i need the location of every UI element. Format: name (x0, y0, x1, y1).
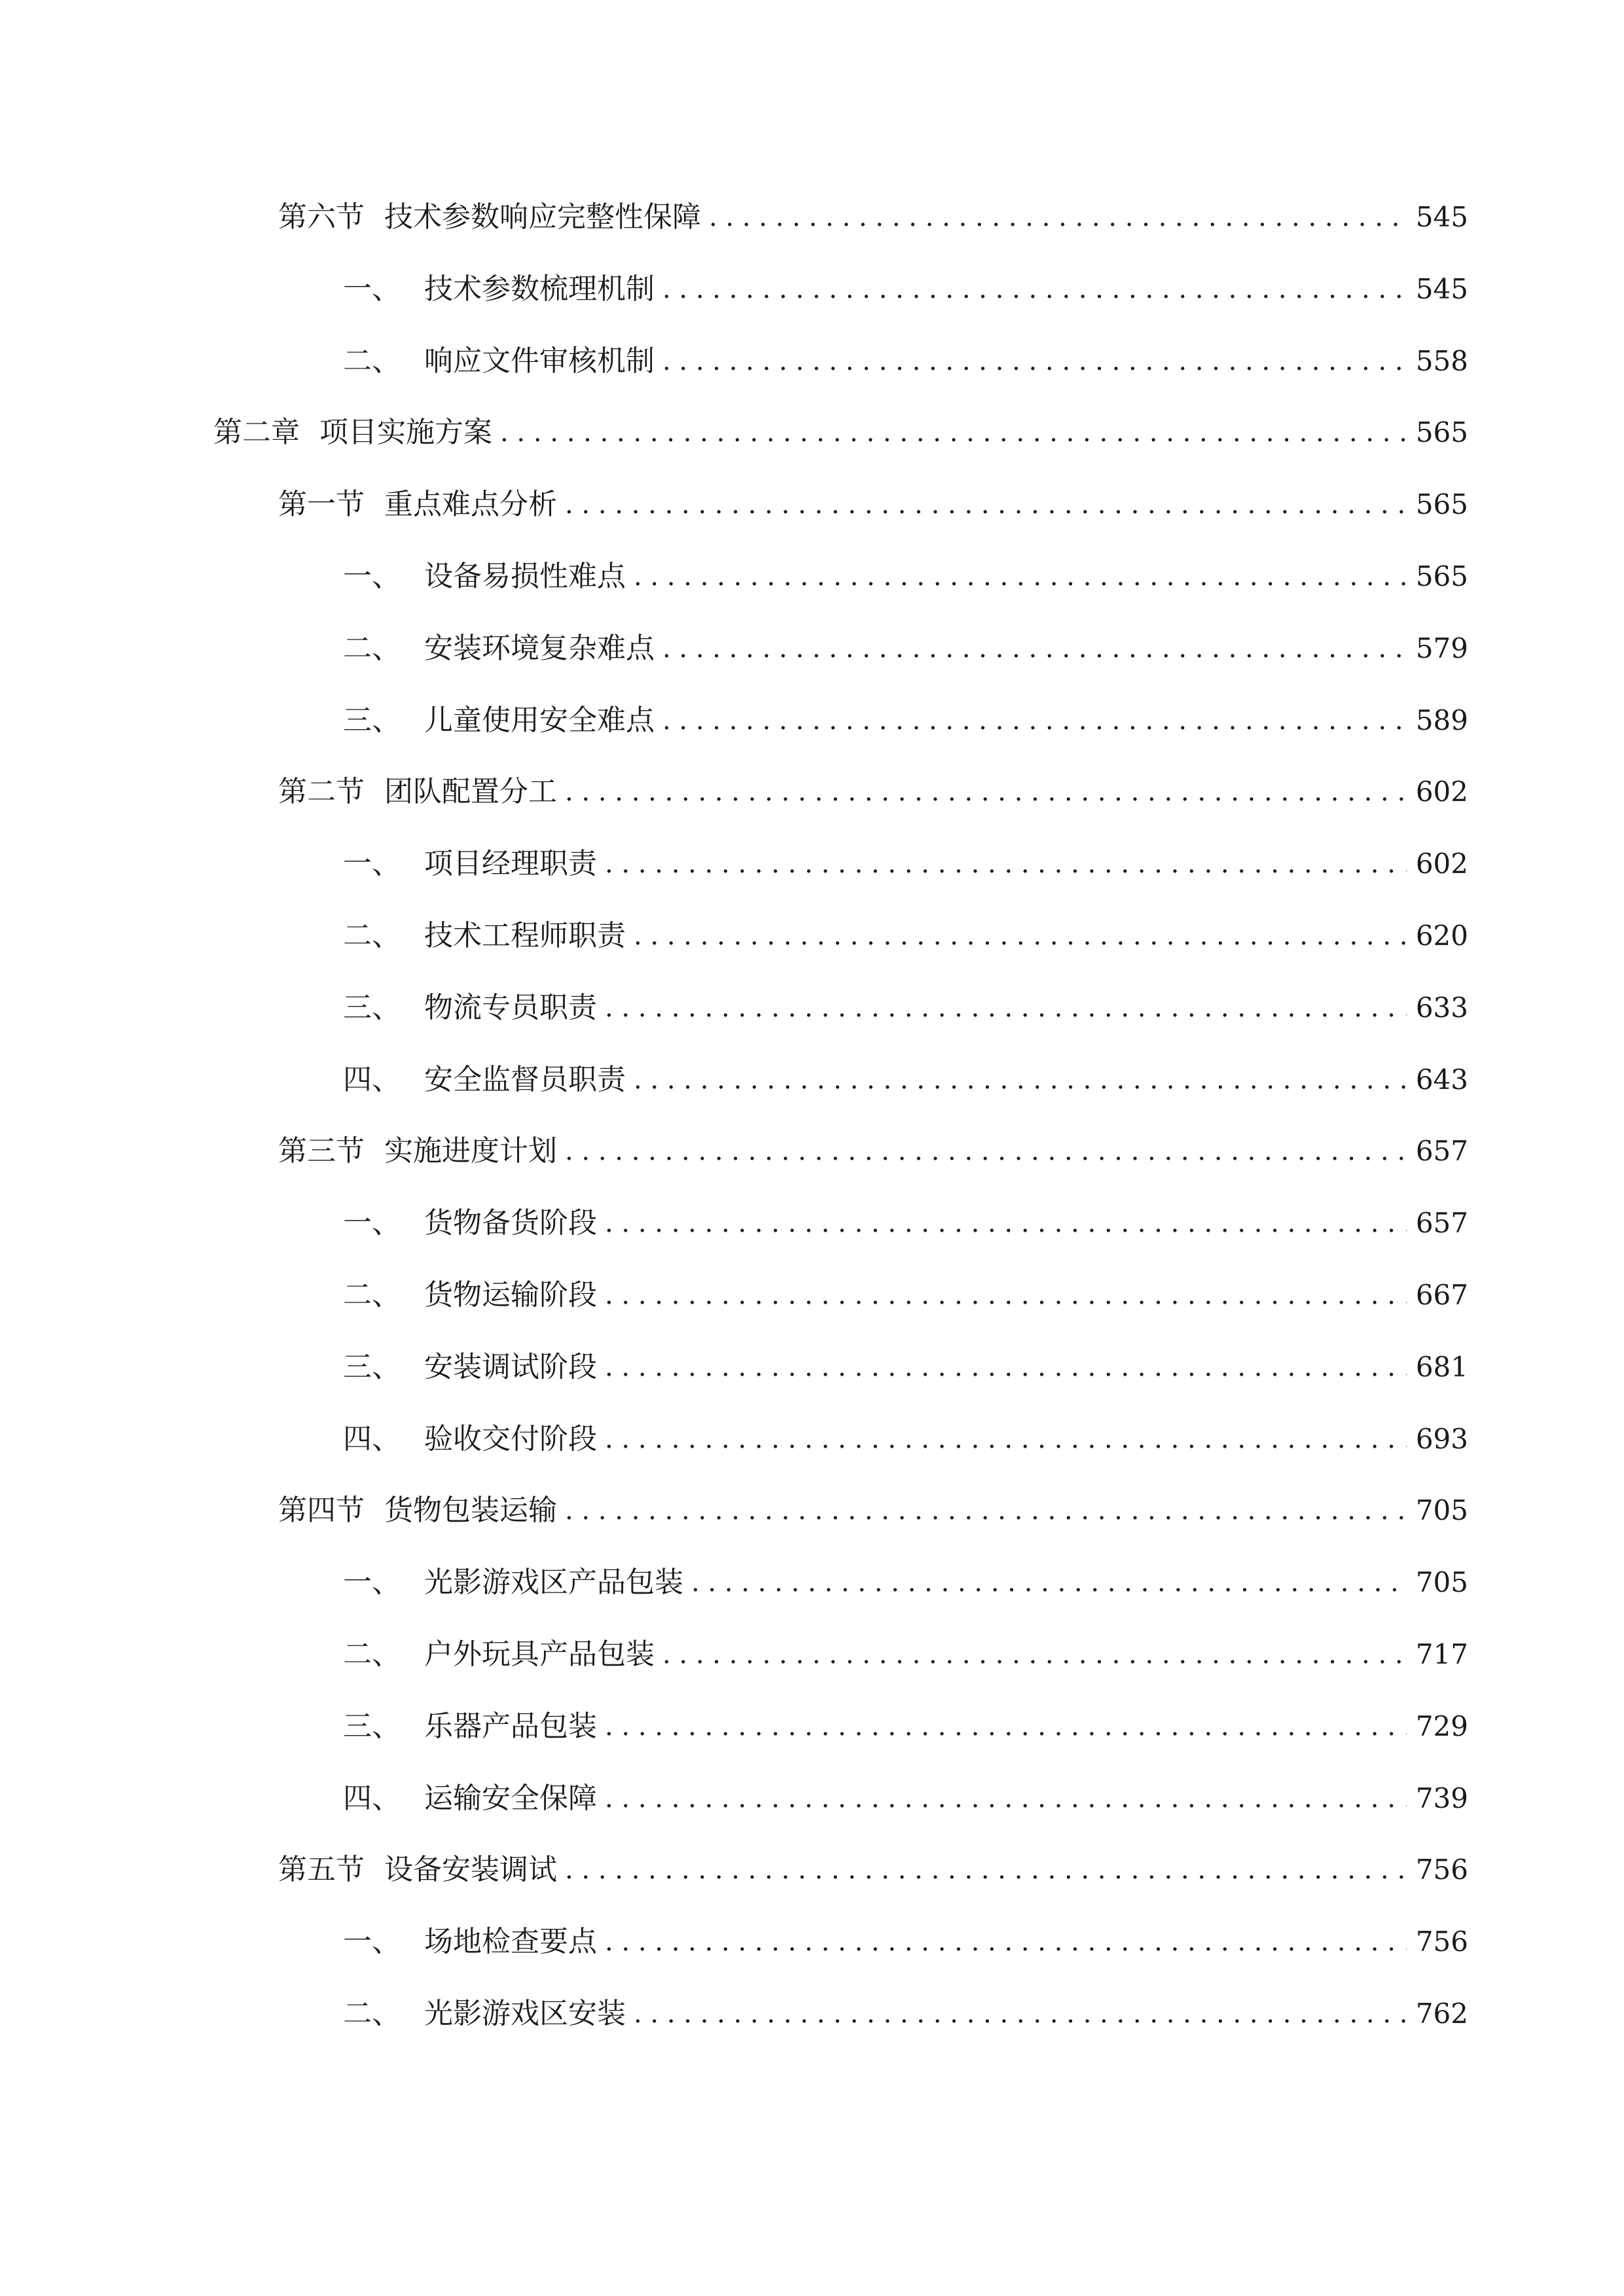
toc-entry-label (343, 1348, 597, 1387)
toc-page-number: 657 (1415, 1135, 1468, 1167)
toc-entry-label (343, 1779, 597, 1818)
toc-entry-title: 响应文件审核机制 (424, 344, 655, 378)
toc-dot-leader (634, 1994, 1407, 2034)
toc-page-number: 667 (1415, 1279, 1468, 1311)
toc-entry-title: 项目实施方案 (319, 416, 492, 449)
toc-entry-title: 验收交付阶段 (424, 1422, 597, 1456)
toc-entry[interactable] (343, 1204, 1468, 1243)
toc-entry-title: 团队配置分工 (384, 775, 557, 808)
toc-entry[interactable] (278, 485, 1468, 524)
toc-entry-label (343, 270, 655, 309)
toc-page-number: 693 (1415, 1423, 1468, 1455)
toc-entry[interactable] (343, 1060, 1468, 1100)
toc-entry-label (278, 485, 557, 524)
toc-page-number: 602 (1415, 776, 1468, 808)
toc-entry[interactable] (343, 701, 1468, 740)
toc-entry-number: 第六节 (278, 200, 365, 234)
toc-entry-label (278, 1132, 557, 1171)
toc-entry-label (343, 916, 626, 956)
toc-entry-number: 一、 (343, 1566, 401, 1599)
toc-entry[interactable] (343, 629, 1468, 668)
toc-dot-leader (605, 1348, 1407, 1387)
toc-entry-label (343, 1204, 597, 1243)
toc-entry-label (278, 198, 701, 237)
toc-page-number: 565 (1415, 416, 1468, 448)
toc-entry-title: 乐器产品包装 (424, 1710, 597, 1743)
toc-page-number: 565 (1415, 488, 1468, 520)
toc-entry-label (343, 1635, 655, 1674)
toc-page-number: 545 (1415, 273, 1468, 305)
toc-entry-number: 第二节 (278, 775, 365, 808)
toc-entry-label (343, 1563, 683, 1602)
toc-entry-number: 第一节 (278, 488, 365, 521)
toc-page-number: 579 (1415, 632, 1468, 664)
toc-entry-title: 货物备货阶段 (424, 1206, 597, 1240)
toc-entry-title: 技术工程师职责 (424, 919, 626, 952)
toc-entry[interactable] (278, 1132, 1468, 1171)
toc-entry-title: 实施进度计划 (384, 1134, 557, 1168)
toc-entry-label (278, 1491, 557, 1530)
toc-dot-leader (605, 1204, 1407, 1243)
toc-entry-label (343, 1060, 626, 1100)
toc-page-number: 558 (1415, 345, 1468, 377)
toc-dot-leader (709, 198, 1407, 237)
toc-entry-number: 三、 (343, 1710, 401, 1743)
toc-page-number: 756 (1415, 1926, 1468, 1958)
toc-entry-title: 光影游戏区产品包装 (424, 1566, 683, 1599)
toc-dot-leader (662, 629, 1407, 668)
toc-entry-number: 一、 (343, 847, 401, 880)
toc-page-number: 681 (1415, 1351, 1468, 1383)
toc-entry-number: 一、 (343, 272, 401, 306)
toc-dot-leader (662, 270, 1407, 309)
toc-dot-leader (634, 1060, 1407, 1100)
toc-dot-leader (565, 1491, 1407, 1530)
toc-entry[interactable] (278, 772, 1468, 812)
toc-entry-label (343, 1922, 597, 1962)
toc-dot-leader (565, 1850, 1407, 1890)
toc-entry-label (343, 1994, 626, 2034)
toc-dot-leader (500, 413, 1407, 452)
toc-entry[interactable] (343, 1707, 1468, 1746)
toc-entry[interactable] (343, 1779, 1468, 1818)
toc-page-number: 756 (1415, 1854, 1468, 1886)
toc-entry-label (343, 1420, 597, 1459)
toc-entry-number: 四、 (343, 1063, 401, 1096)
toc-entry[interactable] (343, 1276, 1468, 1315)
toc-entry-title: 户外玩具产品包装 (424, 1638, 655, 1671)
toc-entry[interactable] (343, 1420, 1468, 1459)
toc-dot-leader (565, 772, 1407, 812)
toc-page-number: 620 (1415, 920, 1468, 952)
toc-entry-title: 项目经理职责 (424, 847, 597, 880)
toc-dot-leader (605, 1276, 1407, 1315)
toc-page-number: 589 (1415, 704, 1468, 736)
toc-page-number: 602 (1415, 848, 1468, 880)
toc-entry-number: 二、 (343, 1278, 401, 1312)
toc-entry[interactable] (343, 1635, 1468, 1674)
toc-entry-title: 技术参数响应完整性保障 (384, 200, 701, 234)
toc-entry-title: 货物运输阶段 (424, 1278, 597, 1312)
toc-dot-leader (605, 1420, 1407, 1459)
toc-entry-label (343, 557, 626, 596)
toc-entry[interactable] (278, 1491, 1468, 1530)
toc-entry-label (278, 772, 557, 812)
toc-entry[interactable] (278, 1850, 1468, 1890)
toc-entry-label (343, 629, 655, 668)
toc-entry-label (343, 342, 655, 381)
toc-entry-number: 三、 (343, 991, 401, 1024)
toc-entry-number: 三、 (343, 704, 401, 737)
toc-dot-leader (565, 485, 1407, 524)
toc-page-number: 729 (1415, 1710, 1468, 1742)
toc-entry-title: 安装调试阶段 (424, 1350, 597, 1384)
toc-entry[interactable] (343, 844, 1468, 884)
toc-page-number: 739 (1415, 1782, 1468, 1814)
toc-entry-title: 儿童使用安全难点 (424, 704, 655, 737)
toc-page-number: 643 (1415, 1064, 1468, 1096)
toc-entry-number: 三、 (343, 1350, 401, 1384)
toc-dot-leader (605, 1779, 1407, 1818)
toc-entry[interactable] (213, 413, 1468, 452)
toc-entry-title: 设备易损性难点 (424, 560, 626, 593)
toc-dot-leader (605, 844, 1407, 884)
toc-entry-number: 二、 (343, 344, 401, 378)
toc-entry-number: 一、 (343, 560, 401, 593)
toc-dot-leader (662, 701, 1407, 740)
toc-entry-title: 运输安全保障 (424, 1782, 597, 1815)
toc-page-number: 657 (1415, 1207, 1468, 1239)
toc-entry-label (343, 1707, 597, 1746)
toc-entry-title: 设备安装调试 (384, 1853, 557, 1886)
toc-entry-number: 二、 (343, 919, 401, 952)
toc-entry-title: 安全监督员职责 (424, 1063, 626, 1096)
toc-page-number: 717 (1415, 1638, 1468, 1670)
toc-dot-leader (662, 1635, 1407, 1674)
toc-entry[interactable] (278, 198, 1468, 237)
toc-page-number: 705 (1415, 1566, 1468, 1598)
toc-page-number: 565 (1415, 560, 1468, 592)
toc-page-number: 633 (1415, 992, 1468, 1024)
toc-entry-title: 场地检查要点 (424, 1925, 597, 1958)
toc-dot-leader (605, 988, 1407, 1028)
toc-page-number: 545 (1415, 201, 1468, 233)
toc-entry-number: 第二章 (213, 416, 300, 449)
toc-dot-leader (605, 1922, 1407, 1962)
toc-entry-title: 货物包装运输 (384, 1494, 557, 1527)
toc-dot-leader (691, 1563, 1407, 1602)
toc-entry-label (278, 1850, 557, 1890)
toc-dot-leader (634, 557, 1407, 596)
toc-entry-title: 光影游戏区安装 (424, 1997, 626, 2030)
toc-entry-number: 第三节 (278, 1134, 365, 1168)
toc-entry[interactable] (343, 988, 1468, 1028)
toc-entry-number: 二、 (343, 632, 401, 665)
toc-entry-label (343, 1276, 597, 1315)
toc-page-number: 705 (1415, 1494, 1468, 1526)
toc-entry-number: 第四节 (278, 1494, 365, 1527)
toc-entry-number: 四、 (343, 1782, 401, 1815)
toc-dot-leader (662, 342, 1407, 381)
toc-entry[interactable] (343, 270, 1468, 309)
toc-entry[interactable] (343, 1922, 1468, 1962)
toc-entry-number: 四、 (343, 1422, 401, 1456)
toc-entry-title: 物流专员职责 (424, 991, 597, 1024)
toc-page-number: 762 (1415, 1998, 1468, 2030)
toc-dot-leader (565, 1132, 1407, 1171)
toc-entry-number: 第五节 (278, 1853, 365, 1886)
toc-dot-leader (634, 916, 1407, 956)
toc-entry-label (343, 844, 597, 884)
toc-entry[interactable] (343, 1563, 1468, 1602)
toc-entry-number: 二、 (343, 1997, 401, 2030)
toc-entry[interactable] (343, 1348, 1468, 1387)
toc-entry-title: 重点难点分析 (384, 488, 557, 521)
toc-entry-label (343, 988, 597, 1028)
toc-entry-title: 安装环境复杂难点 (424, 632, 655, 665)
toc-entry-number: 一、 (343, 1206, 401, 1240)
toc-entry[interactable] (343, 557, 1468, 596)
toc-entry[interactable] (343, 1994, 1468, 2034)
toc-entry-label (343, 701, 655, 740)
toc-entry-number: 一、 (343, 1925, 401, 1958)
toc-entry-label (213, 413, 492, 452)
toc-entry-number: 二、 (343, 1638, 401, 1671)
toc-entry-title: 技术参数梳理机制 (424, 272, 655, 306)
toc-entry[interactable] (343, 916, 1468, 956)
toc-entry[interactable] (343, 342, 1468, 381)
toc-dot-leader (605, 1707, 1407, 1746)
